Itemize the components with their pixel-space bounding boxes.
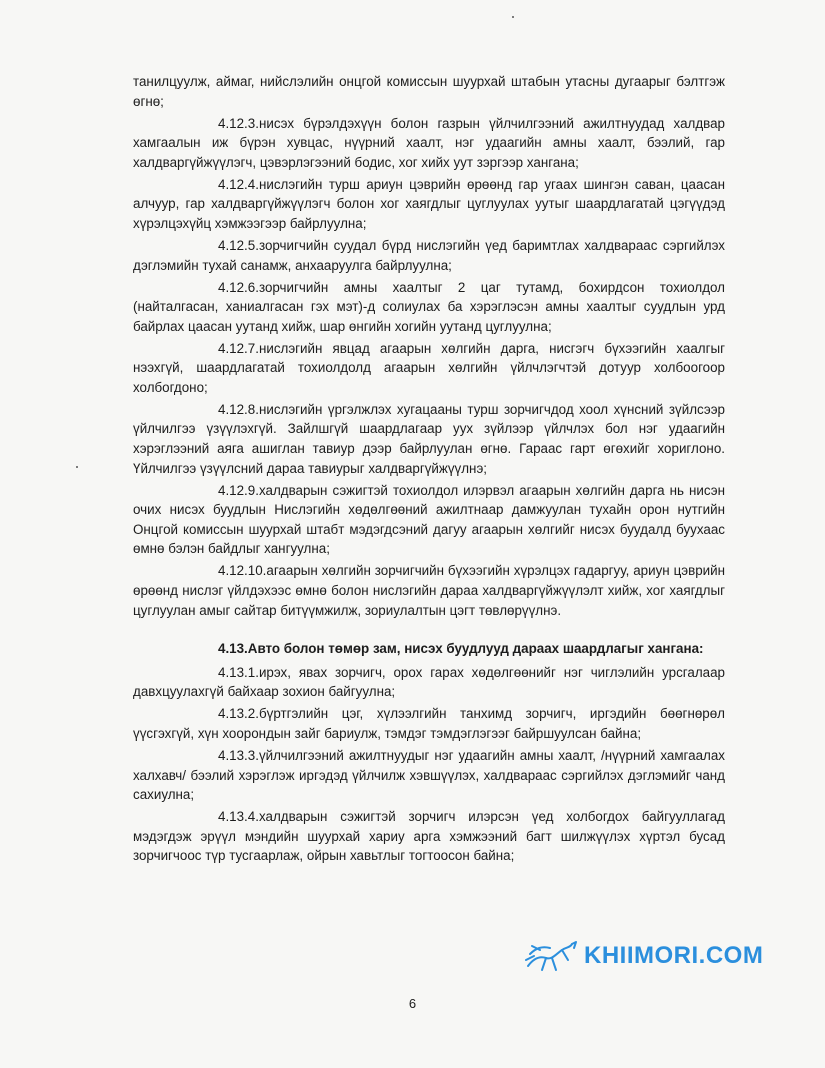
paragraph: танилцуулж, аймаг, нийслэлийн онцгой комиссын шуурхай штабын утасны дугаарыг бэлтгэж өгнө; — [133, 74, 725, 109]
watermark-text: KHIIMORI.COM — [584, 942, 764, 969]
horse-logo-icon — [522, 936, 580, 976]
paragraph-4-12-9: 4.12.9.халдварын сэжигтэй тохиолдол илэрвэл агаарын хөлгийн дарга нь нисэн очих нисэх буудлын Нислэгийн хөдөлгөөний ажилтнаар дамжуулан тухайн орон нутгийн Онцгой комиссын шуурхай штабт мэдэгдсэний дагуу агаарын хөлгийг нисэх буудалд буухаас өмнө бэлэн байдлыг хангуулна; — [133, 482, 725, 557]
paragraph-4-12-5: 4.12.5.зорчигчийн суудал бүрд нислэгийн үед баримтлах халдвараас сэргийлэх дэглэмийн тухай санамж, анхааруулга байрлуулна; — [133, 237, 725, 273]
page-number: 6 — [408, 996, 417, 1011]
paragraph-4-12-10: 4.12.10.агаарын хөлгийн зорчигчийн бүхээгийн хүрэлцэх гадаргуу, ариун цэврийн өрөөнд нислэг үйлдэхээс өмнө болон нислэгийн дараа халдваргүйжүүлэлт хийж, хог хаягдлыг цуглуулан амыг сайтар битүүмжилж, зориулалтын цэгт төвлөрүүлнэ. — [133, 563, 725, 618]
paragraph-4-12-4: 4.12.4.нислэгийн турш ариун цэврийн өрөөнд гар угаах шингэн саван, цаасан алчуур, гар халдваргүйжүүлэгч болон хог хаягдлыг цуглуулах уутыг шаардлагатай цэгүүдэд хүрэлцэхүйц хэмжээгээр байрлуулна; — [133, 176, 725, 231]
paragraph-4-12-6: 4.12.6.зорчигчийн амны хаалтыг 2 цаг тутамд, бохирдсон тохиолдол (найталгасан, ханиалгасан гэх мэт)-д солиулах ба хэрэглэсэн амны хаалтыг суудлын урд байрлах цаасан уутанд хийж, шар өнгийн хогийн уутанд цуглуулна; — [133, 279, 725, 334]
paragraph-4-13-3: 4.13.3.үйлчилгээний ажилтнуудыг нэг удаагийн амны хаалт, /нүүрний хамгаалах халхавч/ бээлий хэрэглэж иргэдэд үйлчилж хэвшүүлэх, халдвараас сэргийлэх дэглэмийг чанд сахиулна; — [133, 747, 725, 803]
paragraph-4-12-7: 4.12.7.нислэгийн явцад агаарын хөлгийн дарга, нисгэгч бүхээгийн хаалгыг нээхгүй, шаардлагатай тохиолдолд агаарын хөлгийн үйлчлэгчтэй дотуур холбоогоор холбогдоно; — [133, 340, 725, 395]
watermark — [522, 936, 822, 976]
body-text — [133, 72, 725, 868]
paragraph-4-13-2: 4.13.2.бүртгэлийн цэг, хүлээлгийн танхимд зорчигч, иргэдийн бөөгнөрөл үүсгэхгүй, хүн хоорондын зайг бариулж, тэмдэг тэмдэглэгээг байршуулсан байна; — [133, 706, 725, 741]
section-heading-4-13: 4.13.Авто болон төмөр зам, нисэх буудлууд дараах шаардлагыг хангана: — [218, 641, 704, 657]
scan-speck — [76, 466, 78, 468]
paragraph-4-13-4: 4.13.4.халдварын сэжигтэй зорчигч илэрсэн үед холбогдох байгууллагад мэдэгдэж эрүүл мэндийн шуурхай хариу арга хэмжээний багт шилжүүлэх хүртэл бусад зорчигчоос түр тусгаарлаж, ойрын хавьтлыг тогтоосон байна; — [133, 809, 725, 864]
paragraph-4-13-1: 4.13.1.ирэх, явах зорчигч, орох гарах хөдөлгөөнийг нэг чиглэлийн урсгалаар давхцуулахгүй байхаар зохион байгуулна; — [133, 664, 725, 700]
scan-speck — [512, 16, 514, 18]
paragraph-4-12-8: 4.12.8.нислэгийн үргэлжлэх хугацааны турш зорчигчдод хоол хүнсний зүйлсээр үйлчилгээ үзүүлэхгүй. Зайлшгүй шаардлагаар уух зүйлээр үйлчлэх бол нэг удаагийн хэрэглээний аяга ашиглан тавиур дээр байрлуулан өгнө. Гараас гарт өгөхийг хориглоно. Үйлчилгээ үзүүлсний дараа тавиурыг халдваргүйжүүлнэ; — [133, 401, 725, 476]
paragraph-4-12-3: 4.12.3.нисэх бүрэлдэхүүн болон газрын үйлчилгээний ажилтнуудад халдвар хамгаалын иж бүрэн хувцас, нүүрний хаалт, нэг удаагийн амны хаалт, бээлий, гар халдваргүйжүүлэгч, цэвэрлэгээний бодис, хог хийх уут зэргээр хангана; — [133, 115, 725, 170]
